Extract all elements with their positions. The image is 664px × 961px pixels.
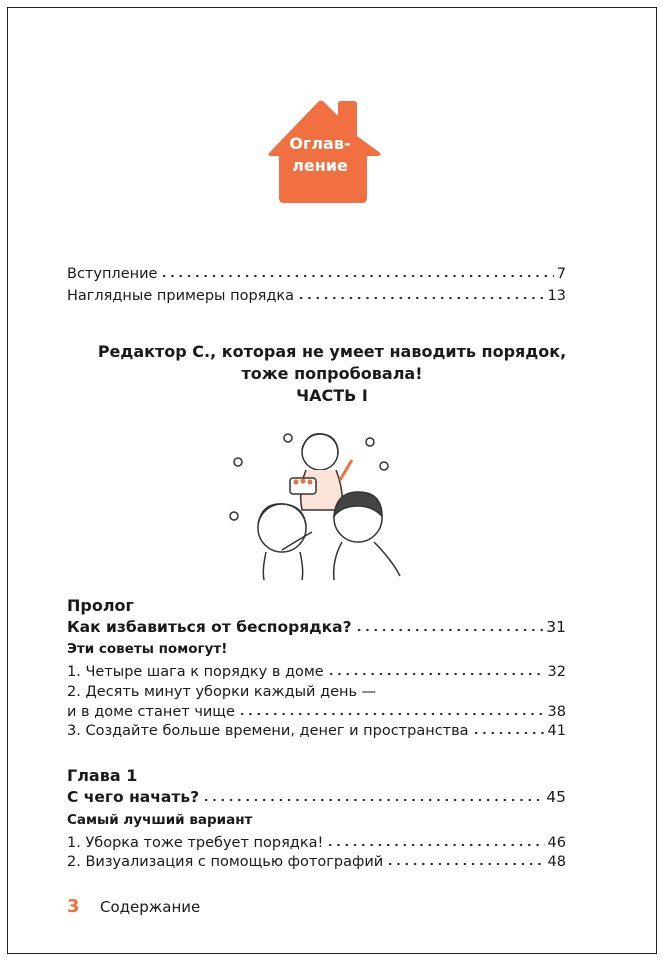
toc-entry-label: 3. Создайте больше времени, денег и пространства [67, 723, 469, 739]
leader-dots [202, 798, 543, 802]
part-number: ЧАСТЬ I [296, 386, 368, 405]
toc-entry[interactable] [67, 835, 566, 851]
toc-entry-prologue-title[interactable] [67, 618, 566, 636]
toc-entry-label: С чего начать? [67, 788, 200, 806]
badge-line-2: ление [292, 156, 348, 175]
toc-entry-page: 41 [547, 723, 566, 739]
part-heading-line-2: тоже попробовала! [241, 364, 423, 383]
toc-entry-page: 31 [546, 618, 566, 636]
toc-entry-label[interactable]: 2. Десять минут уборки каждый день — [67, 684, 377, 700]
leader-dots [160, 274, 553, 278]
toc-entry-page: 13 [547, 288, 566, 304]
leader-dots [327, 672, 545, 676]
characters-illustration [222, 420, 412, 585]
part-heading-line-1: Редактор С., которая не умеет наводить порядок, [97, 342, 567, 361]
badge-title [266, 133, 374, 177]
toc-entry-label: Вступление [67, 266, 158, 282]
toc-entry-label: 2. Визуализация с помощью фотографий [67, 854, 384, 870]
toc-entry-page: 7 [556, 266, 566, 282]
toc-entry[interactable] [67, 723, 566, 739]
toc-entry[interactable] [67, 664, 566, 680]
leader-dots [386, 862, 544, 866]
running-footer-section: Содержание [100, 898, 201, 916]
toc-entry-examples[interactable] [67, 288, 566, 304]
leader-dots [472, 731, 545, 735]
toc-entry-label: Наглядные примеры порядка [67, 288, 295, 304]
chapter-1-subtitle: Самый лучший вариант [67, 812, 253, 828]
toc-entry-page: 32 [547, 664, 566, 680]
leader-dots [326, 843, 544, 847]
leader-dots [355, 628, 544, 632]
leader-dots [238, 712, 545, 716]
toc-entry-page: 45 [546, 788, 566, 806]
toc-entry-label: 1. Четыре шага к порядку в доме [67, 664, 324, 680]
toc-entry-chapter-1-title[interactable] [67, 788, 566, 806]
toc-entry-intro[interactable] [67, 266, 566, 282]
page-number: 3 [67, 896, 80, 917]
toc-entry-page: 46 [547, 835, 566, 851]
toc-entry-label: 1. Уборка тоже требует порядка! [67, 835, 324, 851]
prologue-heading: Пролог [67, 596, 134, 615]
toc-entry[interactable] [67, 854, 566, 870]
chapter-1-heading: Глава 1 [67, 766, 138, 785]
prologue-subtitle: Эти советы помогут! [67, 641, 228, 657]
toc-entry-page: 38 [547, 704, 566, 720]
badge-line-1: Оглав- [289, 134, 351, 153]
leader-dots [297, 296, 544, 300]
toc-entry-label-continued: и в доме станет чище [67, 704, 235, 720]
toc-entry-label: Как избавиться от беспорядка? [67, 618, 352, 636]
toc-entry-page: 48 [547, 854, 566, 870]
toc-entry[interactable] [67, 704, 566, 720]
